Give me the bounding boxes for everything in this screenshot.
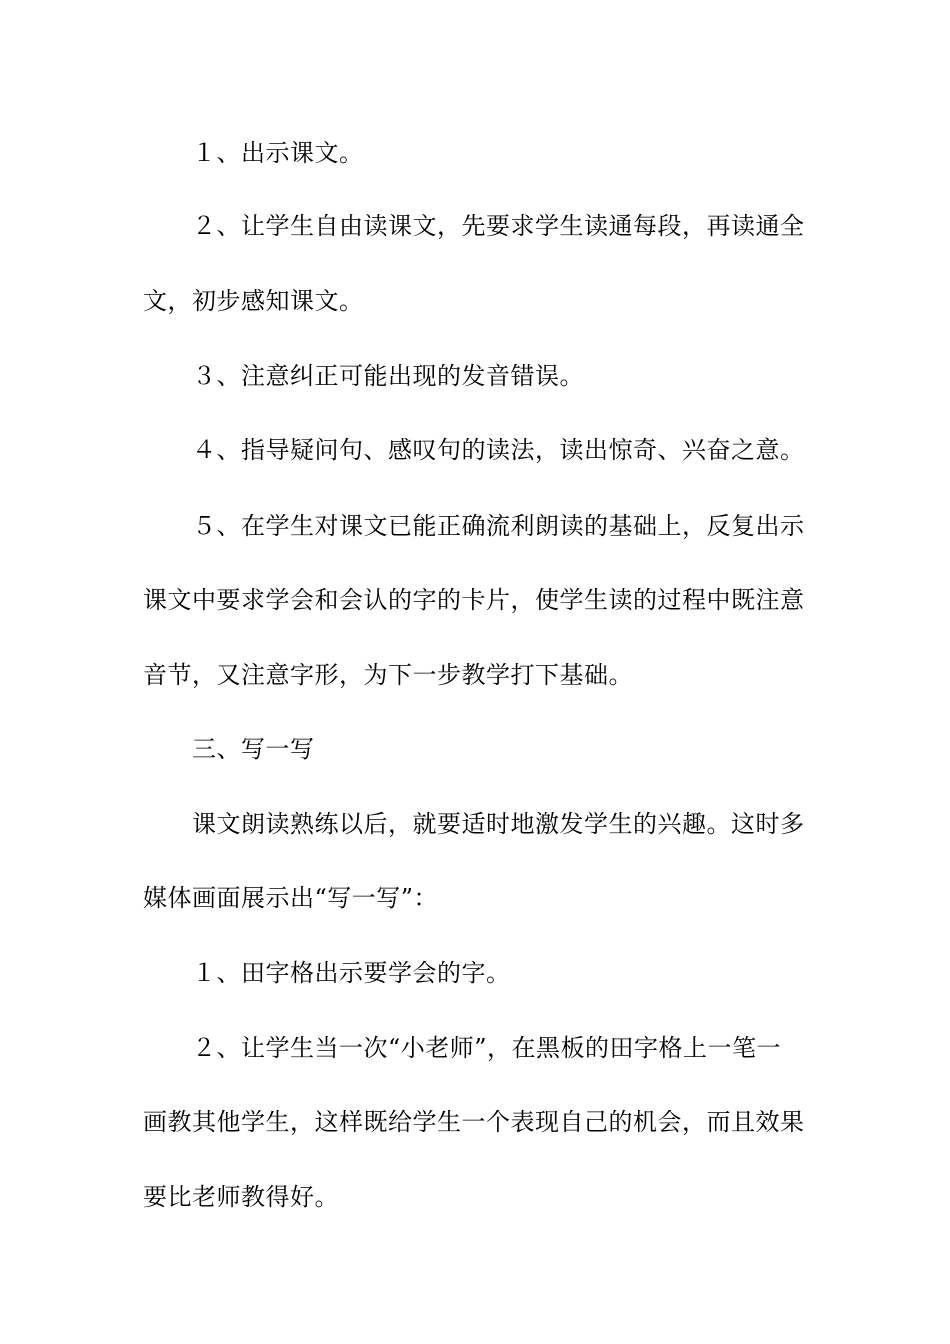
list-item-7-line-1: ２、让学生当一次“小老师”，在黑板的田字格上一笔一 (192, 1034, 782, 1062)
list-item-5-line-2: 课文中要求学会和会认的字的卡片，使学生读的过程中既注意 (143, 586, 805, 614)
list-item-7-line-2: 画教其他学生，这样既给学生一个表现自己的机会，而且效果 (143, 1108, 805, 1136)
list-item-5-line-3: 音节，又注意字形，为下一步教学打下基础。 (143, 661, 633, 689)
paragraph-line-2: 媒体画面展示出“写一写”： (143, 884, 439, 912)
list-item-7-line-3: 要比老师教得好。 (143, 1183, 339, 1211)
list-item-6-line-1: １、田字格出示要学会的字。 (192, 959, 511, 987)
list-item-2-line-1: ２、让学生自由读课文，先要求学生读通每段，再读通全 (192, 212, 805, 240)
paragraph-line-1: 课文朗读熟练以后，就要适时地激发学生的兴趣。这时多 (192, 810, 805, 838)
list-item-5-line-1: ５、在学生对课文已能正确流利朗读的基础上，反复出示 (192, 512, 805, 540)
list-item-4-line-1: ４、指导疑问句、感叹句的读法，读出惊奇、兴奋之意。 (192, 436, 805, 464)
list-item-1-line-1: １、出示课文。 (192, 139, 364, 167)
list-item-3-line-1: ３、注意纠正可能出现的发音错误。 (192, 362, 584, 390)
section-heading: 三、写一写 (192, 735, 315, 763)
list-item-2-line-2: 文，初步感知课文。 (143, 287, 364, 315)
